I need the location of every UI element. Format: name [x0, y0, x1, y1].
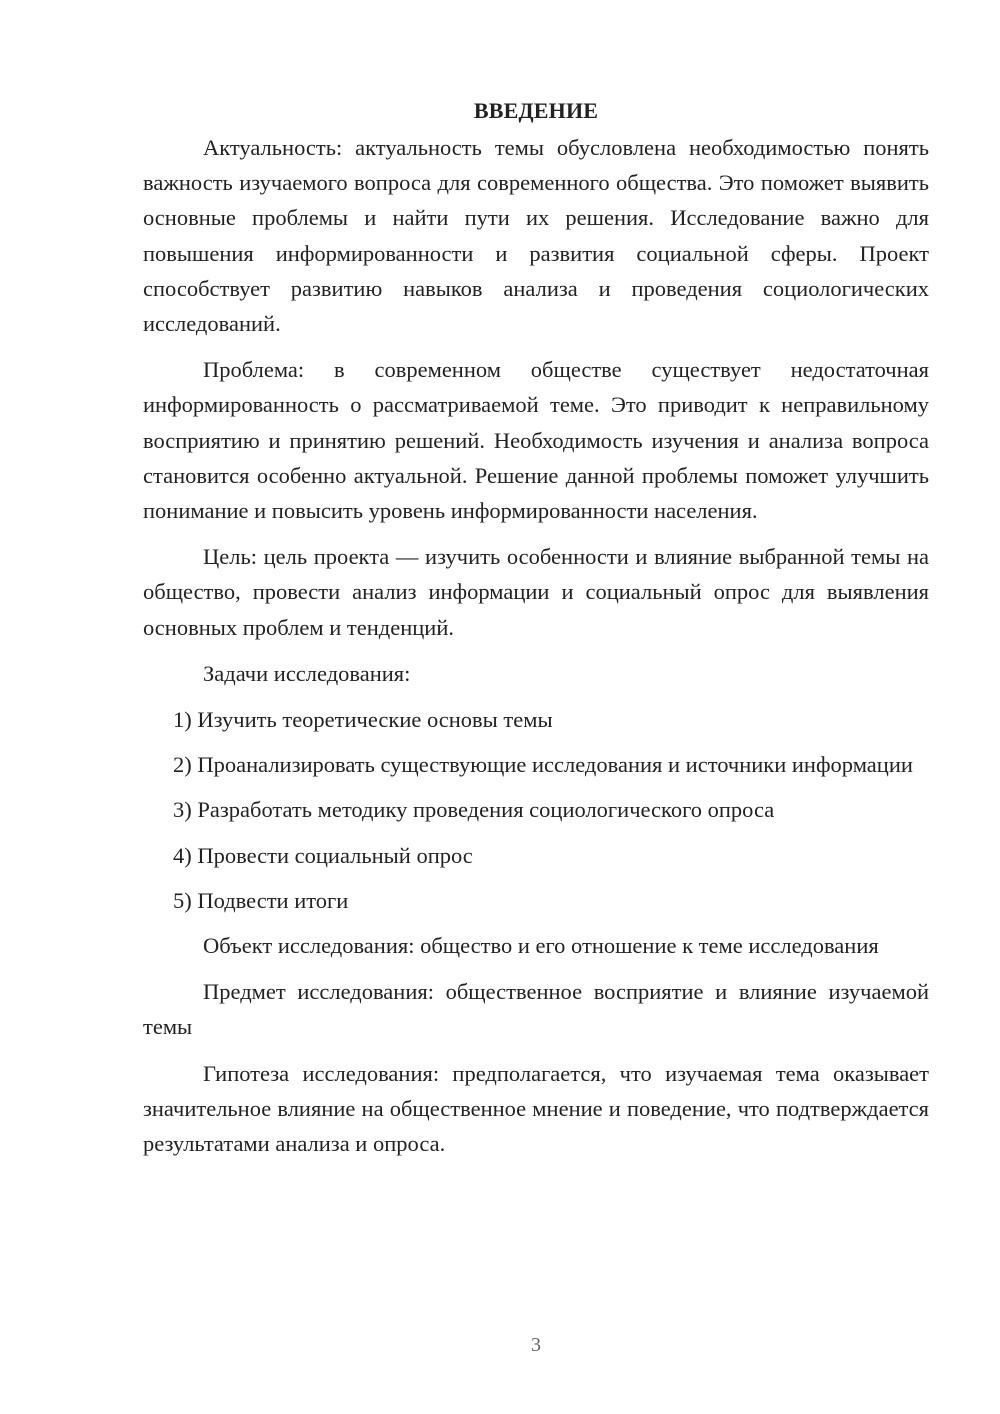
goal-paragraph: Цель: цель проекта — изучить особенности и влияние выбранной темы на общество, провести анализ информации и социальный опрос для выявления основных проблем и тенденций. [143, 544, 929, 640]
subject-paragraph: Предмет исследования: общественное восприятие и влияние изучаемой темы [143, 979, 929, 1040]
relevance-paragraph: Актуальность: актуальность темы обусловлена необходимостью понять важность изучаемого вопроса для современного общества. Это поможет выявить основные проблемы и найти пути их решения. Исследование важно для повышения информированности и развития социальной сферы. Проект способствует развитию навыков анализа и проведения социологических исследований. [143, 135, 929, 337]
document-page [143, 96, 929, 1172]
page-title: ВВЕДЕНИЕ [473, 98, 599, 123]
tasks-heading: Задачи исследования: [203, 660, 411, 686]
task-item-4: 4) Провести социальный опрос [173, 842, 473, 868]
object-paragraph: Объект исследования: общество и его отношение к теме исследования [203, 933, 879, 959]
hypothesis-paragraph: Гипотеза исследования: предполагается, что изучаемая тема оказывает значительное влияние на общественное мнение и поведение, что подтверждается результатами анализа и опроса. [143, 1060, 929, 1157]
page-number: 3 [531, 1334, 541, 1356]
problem-paragraph: Проблема: в современном обществе существует недостаточная информированность о рассматриваемой теме. Это приводит к неправильному восприятию и принятию решений. Необходимость изучения и анализа вопроса становится особенно актуальной. Решение данной проблемы поможет улучшить понимание и повысить уровень информированности населения. [143, 357, 929, 524]
task-item-1: 1) Изучить теоретические основы темы [173, 707, 553, 733]
task-item-5: 5) Подвести итоги [173, 887, 349, 913]
task-item-2: 2) Проанализировать существующие исследования и источники информации [173, 752, 913, 778]
task-item-3: 3) Разработать методику проведения социологического опроса [173, 797, 775, 823]
